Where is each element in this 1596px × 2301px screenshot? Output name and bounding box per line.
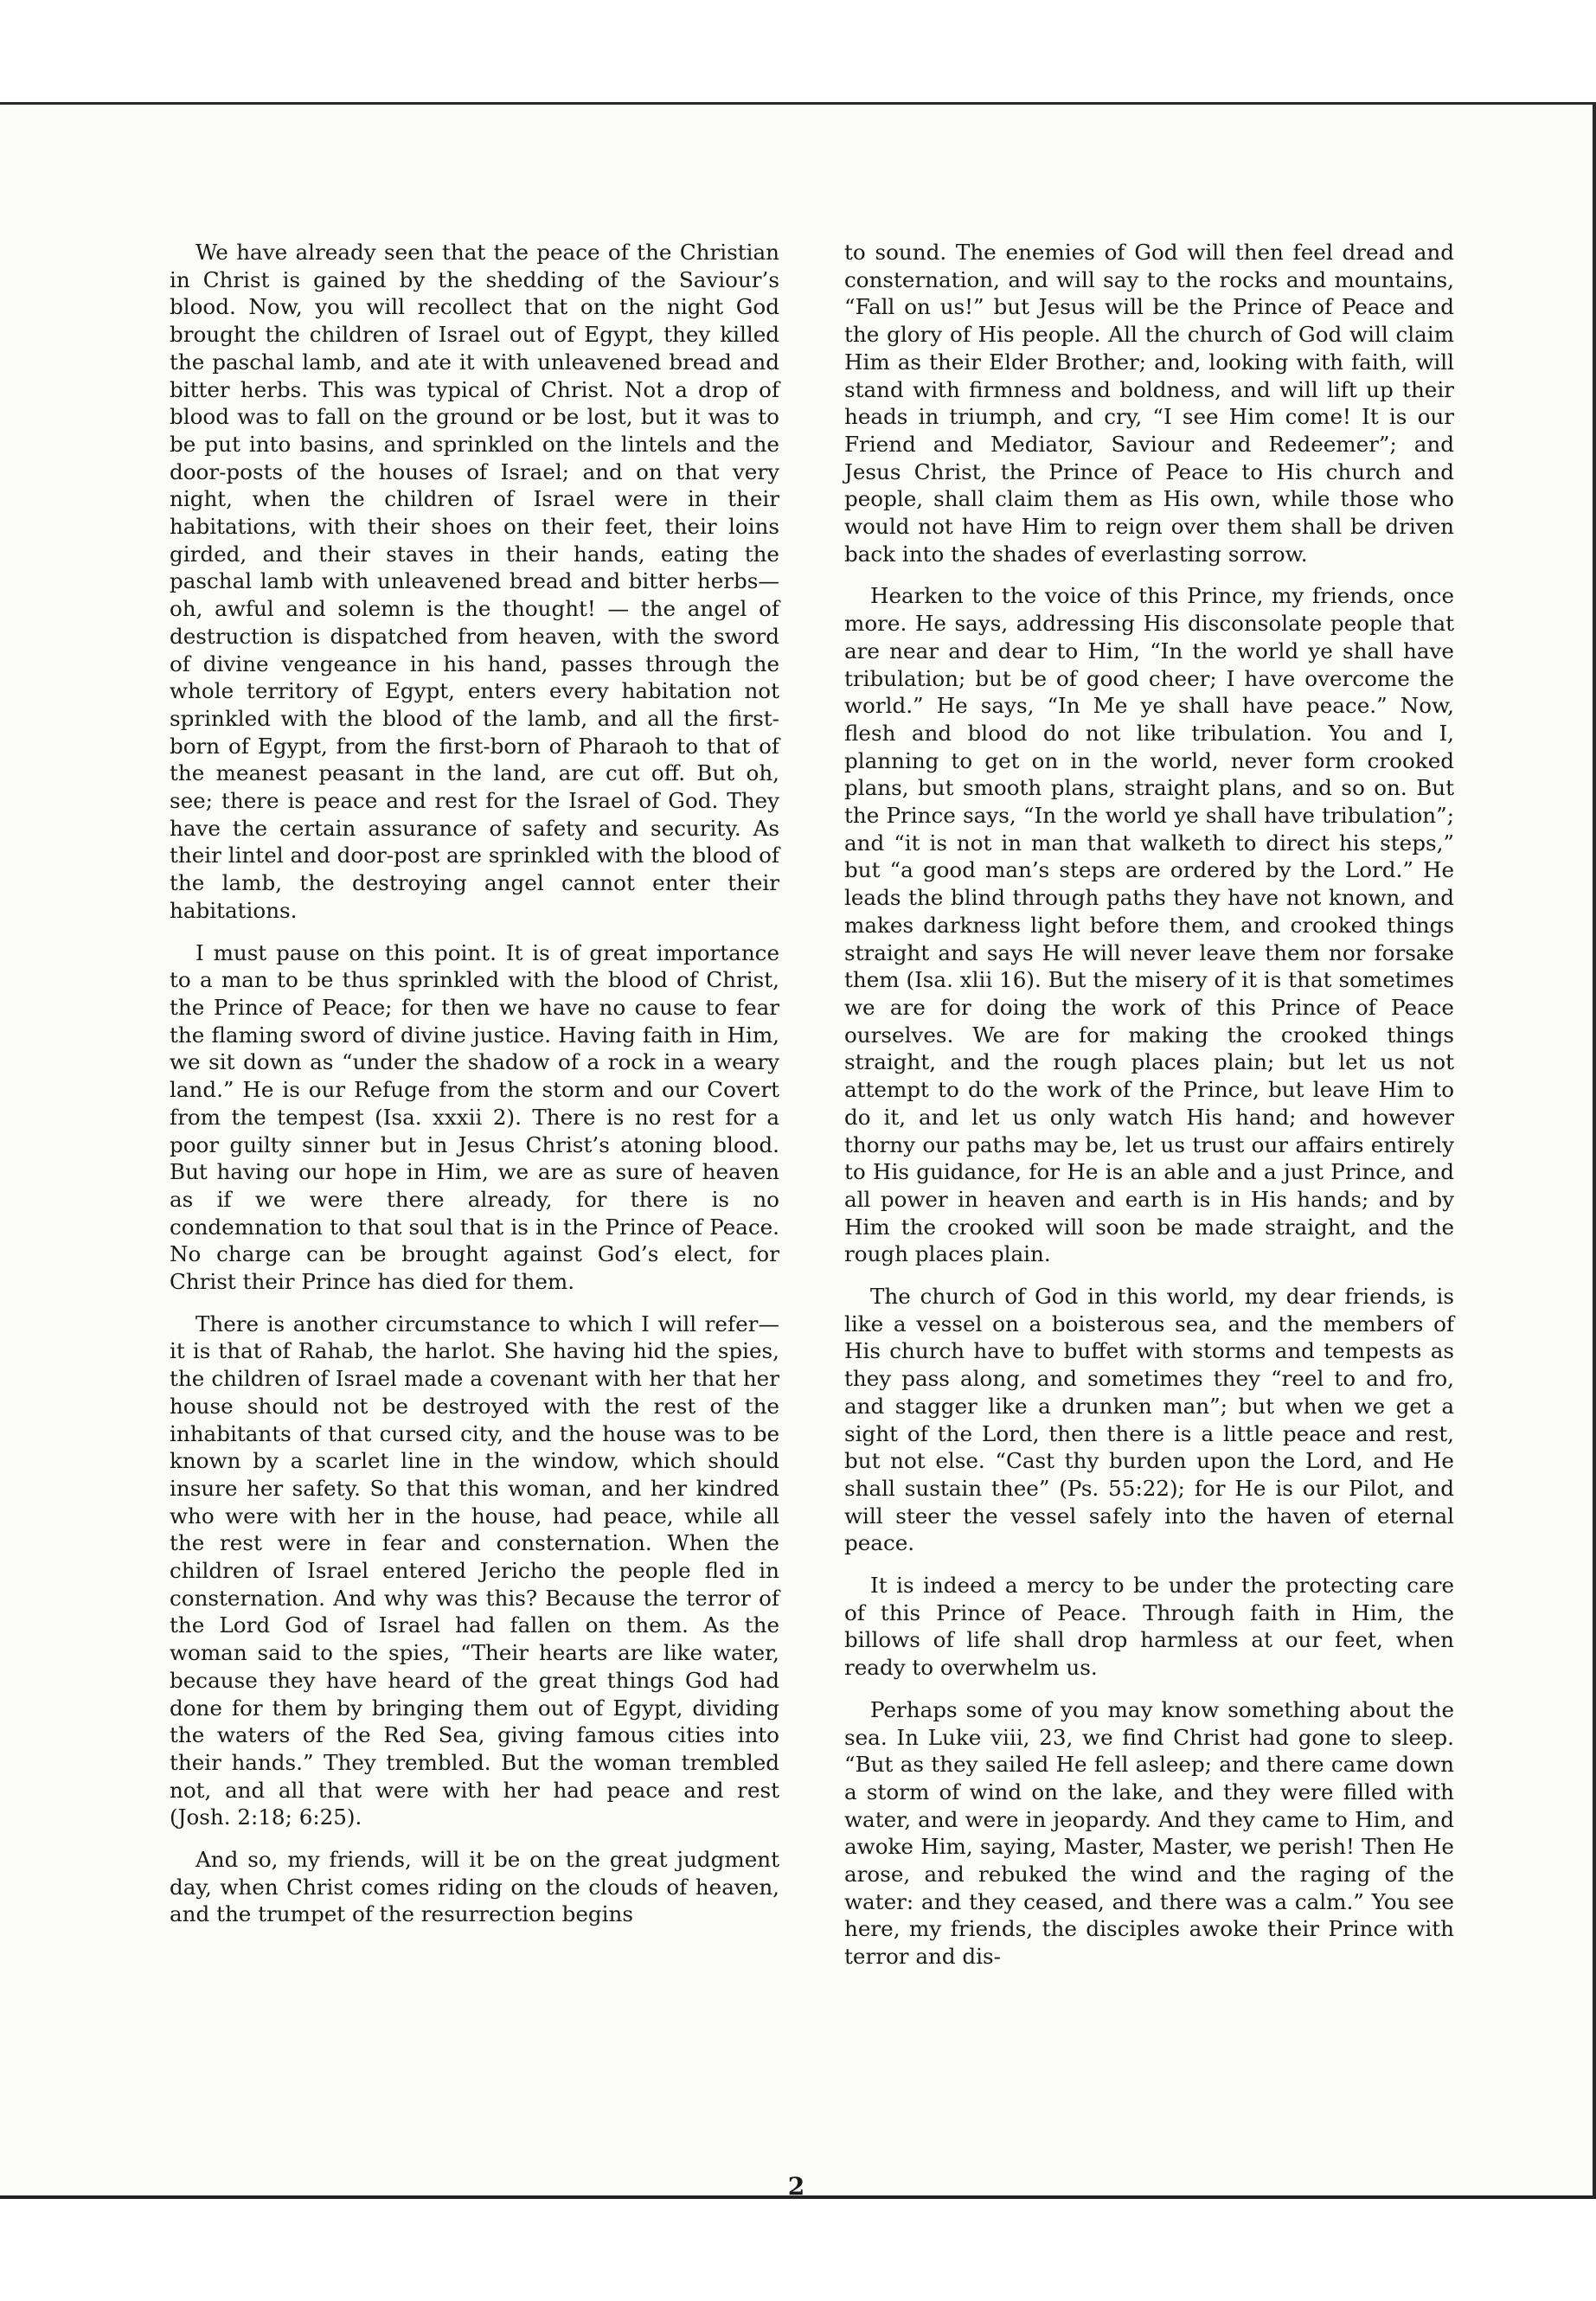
paragraph-judgment-day: And so, my friends, will it be on the great judgment day, when Christ comes riding on the clouds of heaven, and the trumpet of the resurrection begins: [170, 1847, 779, 1927]
paragraph-sea: Perhaps some of you may know something about the sea. In Luke viii, 23, we find Christ had gone to sleep. “But as they sailed He fell asleep; and there came down a storm of wind on the lake, and they were filled with water, and were in jeopardy. And they came to Him, and awoke Him, saying, Master, Master, we perish! Then He arose, and rebuked the wind and the raging of the water: and they ceased, and there was a calm.” You see here, my friends, the disciples awoke their Prince with terror and dis-: [844, 1696, 1454, 1970]
page: [0, 105, 1593, 2201]
paragraph-hearken: Hearken to the voice of this Prince, my friends, once more. He says, addressing His disconsolate people that are near and dear to Him, “In the world ye shall have tribulation; but be of good cheer; I have overcome the world.” He says, “In Me ye shall have peace.” Now, flesh and blood do not like tribulation. You and I, planning to get on in the world, never form crooked plans, but smooth plans, straight plans, and so on. But the Prince says, “In the world ye shall have tribulation”; and “it is not in man that walketh to direct his steps,” but “a good man’s steps are ordered by the Lord.” He leads the blind through paths they have not known, and makes darkness light before them, and crooked things straight and says He will never leave them nor forsake them (Isa. xlii 16). But the misery of it is that sometimes we are for doing the work of this Prince of Peace ourselves. We are for making the crooked things straight, and the rough places plain; but let us not attempt to do the work of the Prince, but leave Him to do it, and let us only watch His hand; and however thorny our paths may be, let us trust our affairs entirely to His guidance, for He is an able and a just Prince, and all power in heaven and earth is in His hands; and by Him the crooked will soon be made straight, and the rough places plain.: [844, 583, 1454, 1267]
right-column: [844, 239, 1454, 1985]
left-column: [170, 239, 779, 1943]
scan-border-right: [1593, 102, 1596, 2199]
paragraph-trumpet: to sound. The enemies of God will then feel dread and consternation, and will say to the rocks and mountains, “Fall on us!” but Jesus will be the Prince of Peace and the glory of His people. All the church of God will claim Him as their Elder Brother; and, looking with faith, will stand with firmness and boldness, and will lift up their heads in triumph, and cry, “I see Him come! It is our Friend and Mediator, Saviour and Redeemer”; and Jesus Christ, the Prince of Peace to His church and people, shall claim them as His own, while those who would not have Him to reign over them shall be driven back into the shades of everlasting sorrow.: [844, 240, 1454, 567]
page-number: 2: [787, 2172, 805, 2201]
paragraph-vessel: The church of God in this world, my dear friends, is like a vessel on a boisterous sea, and the members of His church have to buffet with storms and tempests as they pass along, and sometimes they “reel to and fro, and stagger like a drunken man”; but when we get a sight of the Lord, then there is a little peace and rest, but not else. “Cast thy burden upon the Lord, and He shall sustain thee” (Ps. 55:22); for He is our Pilot, and will steer the vessel safely into the haven of eternal peace.: [844, 1284, 1454, 1556]
paragraph-mercy: It is indeed a mercy to be under the protecting care of this Prince of Peace. Through faith in Him, the billows of life shall drop harmless at our feet, when ready to overwhelm us.: [844, 1573, 1454, 1681]
paragraph-passover: We have already seen that the peace of the Christian in Christ is gained by the shedding of the Saviour’s blood. Now, you will recollect that on the night God brought the children of Israel out of Egypt, they killed the paschal lamb, and ate it with unleavened bread and bitter herbs. This was typical of Christ. Not a drop of blood was to fall on the ground or be lost, but it was to be put into basins, and sprinkled on the lintels and the door-posts of the houses of Israel; and on that very night, when the children of Israel were in their habitations, with their shoes on their feet, their loins girded, and their staves in their hands, eating the paschal lamb with unleavened bread and bitter herbs—oh, awful and solemn is the thought! — the angel of destruction is dispatched from heaven, with the sword of divine vengeance in his hand, passes through the whole territory of Egypt, enters every habitation not sprinkled with the blood of the lamb, and all the first-born of Egypt, from the first-born of Pharaoh to that of the meanest peasant in the land, are cut off. But oh, see; there is peace and rest for the Israel of God. They have the certain assurance of safety and security. As their lintel and door-post are sprinkled with the blood of the lamb, the destroying angel cannot enter their habitations.: [170, 240, 779, 923]
paragraph-rahab: There is another circumstance to which I will refer—it is that of Rahab, the harlot. She having hid the spies, the children of Israel made a covenant with her that her house should not be destroyed with the rest of the inhabitants of that cursed city, and the house was to be known by a scarlet line in the window, which should insure her safety. So that this woman, and her kindred who were with her in the house, had peace, while all the rest were in fear and consternation. When the children of Israel entered Jericho the people fled in consternation. And why was this? Because the terror of the Lord God of Israel had fallen on them. As the woman said to the spies, “Their hearts are like water, because they have heard of the great things God had done for them by bringing them out of Egypt, dividing the waters of the Red Sea, giving famous cities into their hands.” They trembled. But the woman trembled not, and all that were with her had peace and rest (Josh. 2:18; 6:25).: [170, 1311, 779, 1830]
paragraph-sprinkled-blood: I must pause on this point. It is of great importance to a man to be thus sprinkled with the blood of Christ, the Prince of Peace; for then we have no cause to fear the flaming sword of divine justice. Having faith in Him, we sit down as “under the shadow of a rock in a weary land.” He is our Refuge from the storm and our Covert from the tempest (Isa. xxxii 2). There is no rest for a poor guilty sinner but in Jesus Christ’s atoning blood. But having our hope in Him, we are as sure of heaven as if we were there already, for there is no condemnation to that soul that is in the Prince of Peace. No charge can be brought against God’s elect, for Christ their Prince has died for them.: [170, 939, 779, 1295]
